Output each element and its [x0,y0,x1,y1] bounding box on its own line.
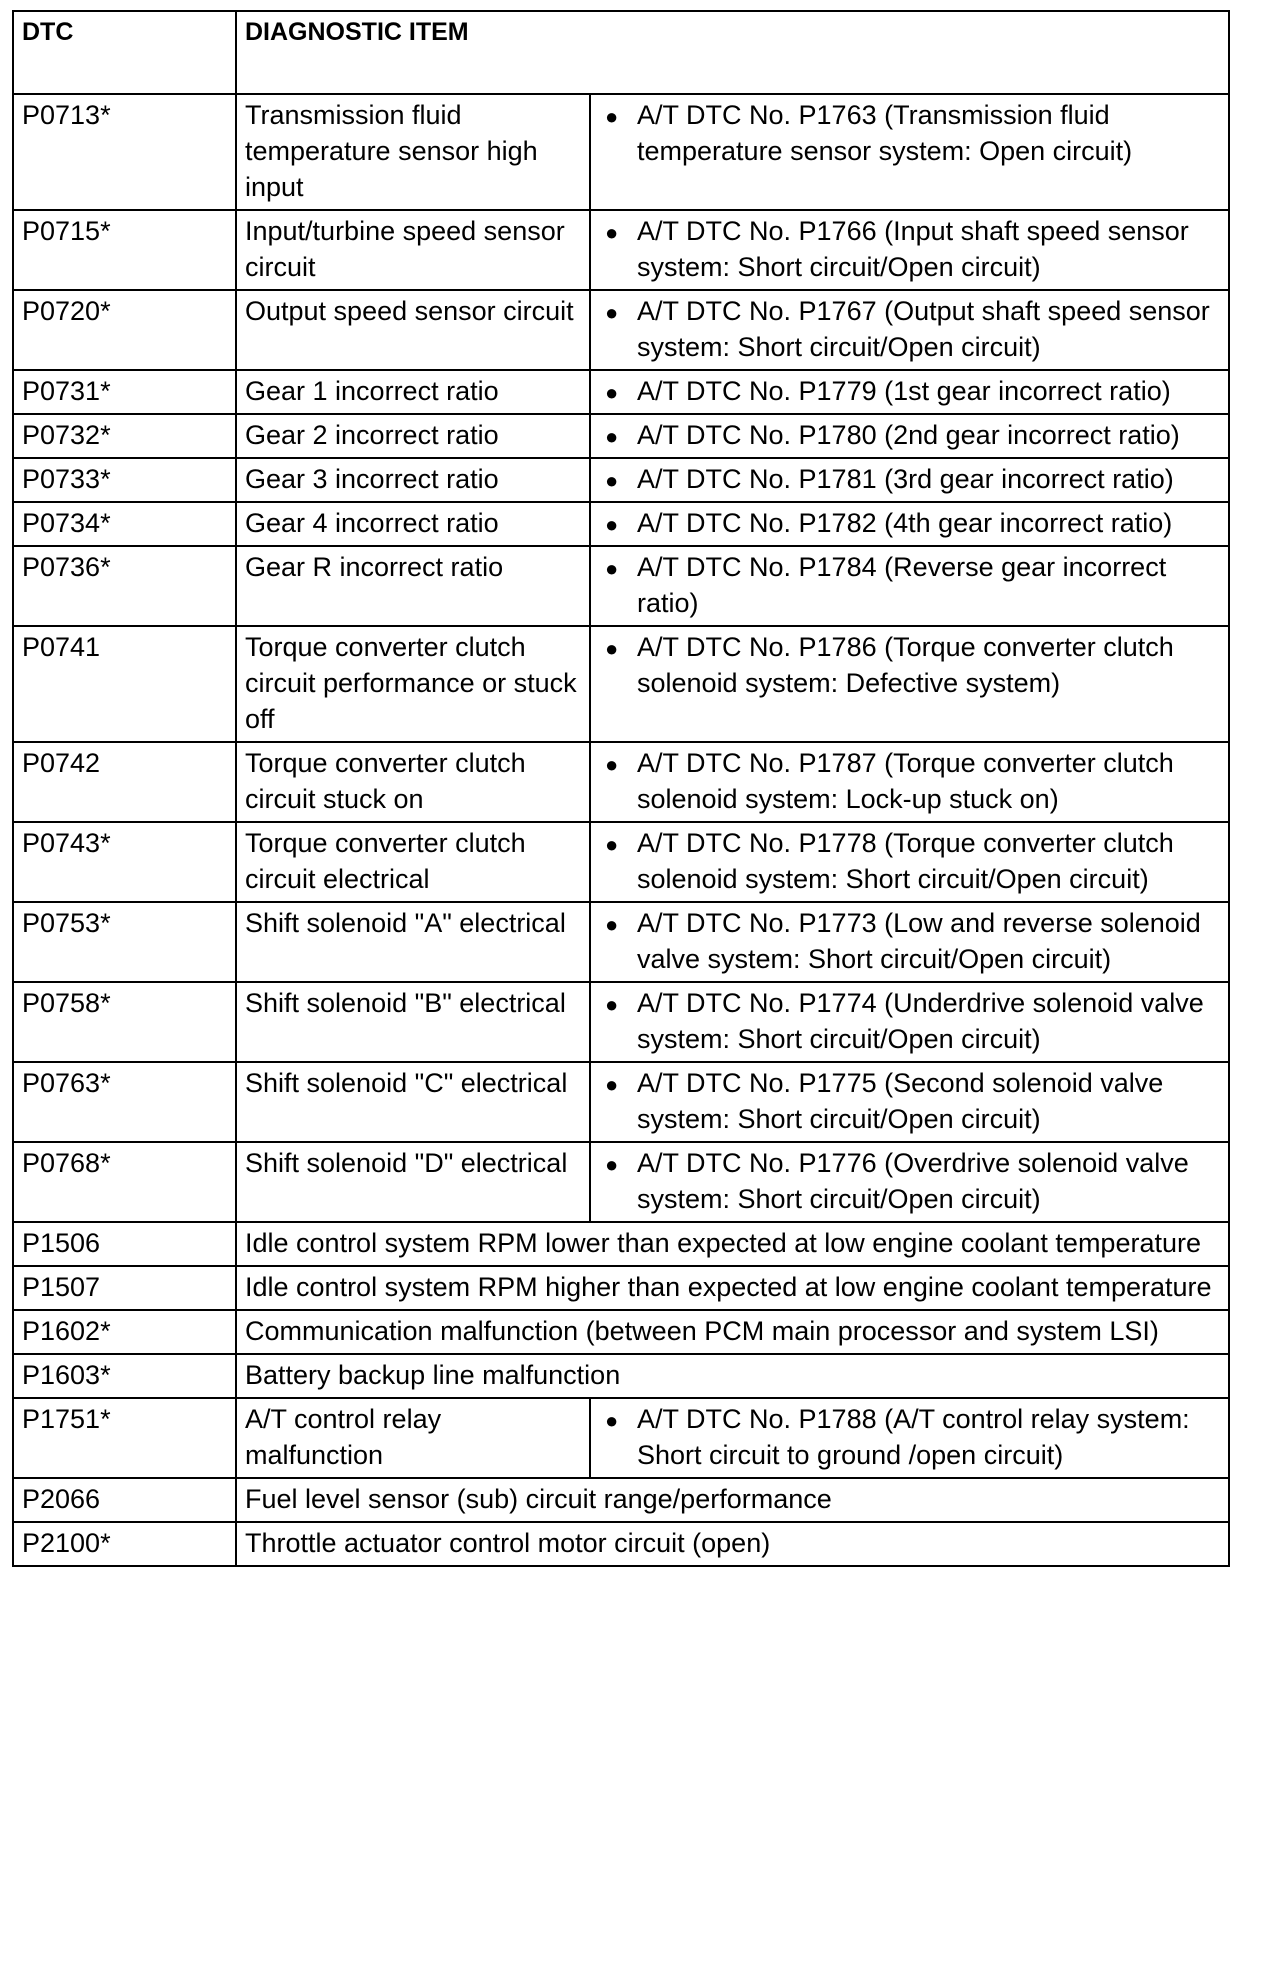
dtc-code: P0741 [13,626,236,742]
diagnostic-item: Battery backup line malfunction [236,1354,1229,1398]
table-row [13,370,1229,414]
table-body [13,94,1229,1566]
dtc-table [12,10,1230,1567]
diagnostic-item: Idle control system RPM higher than expected at low engine coolant temperature [236,1266,1229,1310]
diagnostic-item: Torque converter clutch circuit electrical [236,822,590,902]
at-dtc-detail [590,414,1229,458]
dtc-code: P0763* [13,1062,236,1142]
detail-text: A/T DTC No. P1778 (Torque converter clutch solenoid system: Short circuit/Open circuit) [637,828,1174,894]
at-dtc-detail [590,458,1229,502]
dtc-code: P0734* [13,502,236,546]
detail-text: A/T DTC No. P1775 (Second solenoid valve system: Short circuit/Open circuit) [637,1068,1164,1134]
table-row [13,1354,1229,1398]
dtc-code: P0733* [13,458,236,502]
at-dtc-detail [590,370,1229,414]
diagnostic-item: Communication malfunction (between PCM main processor and system LSI) [236,1310,1229,1354]
at-dtc-detail [590,982,1229,1062]
table-row [13,290,1229,370]
detail-text: A/T DTC No. P1782 (4th gear incorrect ratio) [637,508,1173,538]
bullet-icon: ● [605,752,619,777]
diagnostic-item: Gear R incorrect ratio [236,546,590,626]
detail-text: A/T DTC No. P1763 (Transmission fluid temperature sensor system: Open circuit) [637,100,1133,166]
table-row [13,1478,1229,1522]
dtc-code: P1751* [13,1398,236,1478]
at-dtc-detail [590,902,1229,982]
table-row [13,1522,1229,1566]
at-dtc-detail [590,822,1229,902]
header-dtc: DTC [13,11,236,94]
dtc-code: P0736* [13,546,236,626]
dtc-code: P0732* [13,414,236,458]
table-row [13,1222,1229,1266]
dtc-code: P2100* [13,1522,236,1566]
at-dtc-detail [590,210,1229,290]
detail-text: A/T DTC No. P1788 (A/T control relay system: Short circuit to ground /open circuit) [637,1404,1190,1470]
dtc-code: P2066 [13,1478,236,1522]
diagnostic-item: Gear 1 incorrect ratio [236,370,590,414]
table-row [13,502,1229,546]
bullet-icon: ● [605,220,619,245]
detail-text: A/T DTC No. P1780 (2nd gear incorrect ratio) [637,420,1180,450]
table-row [13,626,1229,742]
diagnostic-item: Gear 2 incorrect ratio [236,414,590,458]
table-row [13,822,1229,902]
detail-text: A/T DTC No. P1787 (Torque converter clutch solenoid system: Lock-up stuck on) [637,748,1174,814]
dtc-code: P1507 [13,1266,236,1310]
table-row [13,742,1229,822]
diagnostic-item: Torque converter clutch circuit stuck on [236,742,590,822]
diagnostic-item: Idle control system RPM lower than expected at low engine coolant temperature [236,1222,1229,1266]
bullet-icon: ● [605,992,619,1017]
table-row [13,1266,1229,1310]
at-dtc-detail [590,1062,1229,1142]
dtc-code: P0742 [13,742,236,822]
table-row [13,414,1229,458]
detail-text: A/T DTC No. P1784 (Reverse gear incorrect ratio) [637,552,1167,618]
detail-text: A/T DTC No. P1773 (Low and reverse solenoid valve system: Short circuit/Open circuit) [637,908,1201,974]
diagnostic-item: Shift solenoid "B" electrical [236,982,590,1062]
detail-text: A/T DTC No. P1786 (Torque converter clutch solenoid system: Defective system) [637,632,1174,698]
dtc-code: P0720* [13,290,236,370]
table-row [13,1398,1229,1478]
at-dtc-detail [590,626,1229,742]
diagnostic-item: Torque converter clutch circuit performance or stuck off [236,626,590,742]
table-row [13,546,1229,626]
detail-text: A/T DTC No. P1774 (Underdrive solenoid valve system: Short circuit/Open circuit) [637,988,1204,1054]
bullet-icon: ● [605,556,619,581]
header-row [13,11,1229,94]
dtc-code: P0758* [13,982,236,1062]
bullet-icon: ● [605,300,619,325]
header-diagnostic-item: DIAGNOSTIC ITEM [236,11,1229,94]
dtc-code: P1603* [13,1354,236,1398]
table-row [13,1062,1229,1142]
dtc-code: P1602* [13,1310,236,1354]
dtc-code: P0768* [13,1142,236,1222]
detail-text: A/T DTC No. P1781 (3rd gear incorrect ratio) [637,464,1174,494]
detail-text: A/T DTC No. P1766 (Input shaft speed sensor system: Short circuit/Open circuit) [637,216,1189,282]
table-row [13,210,1229,290]
table-row [13,94,1229,210]
diagnostic-item: A/T control relay malfunction [236,1398,590,1478]
table-row [13,1142,1229,1222]
detail-text: A/T DTC No. P1779 (1st gear incorrect ratio) [637,376,1171,406]
diagnostic-item: Gear 3 incorrect ratio [236,458,590,502]
dtc-code: P0713* [13,94,236,210]
diagnostic-item: Throttle actuator control motor circuit (open) [236,1522,1229,1566]
table-row [13,458,1229,502]
at-dtc-detail [590,546,1229,626]
diagnostic-item: Transmission fluid temperature sensor high input [236,94,590,210]
at-dtc-detail [590,1398,1229,1478]
bullet-icon: ● [605,1152,619,1177]
table-row [13,902,1229,982]
diagnostic-item: Shift solenoid "C" electrical [236,1062,590,1142]
dtc-code: P0731* [13,370,236,414]
at-dtc-detail [590,290,1229,370]
bullet-icon: ● [605,1072,619,1097]
at-dtc-detail [590,94,1229,210]
diagnostic-item: Shift solenoid "D" electrical [236,1142,590,1222]
diagnostic-item: Shift solenoid "A" electrical [236,902,590,982]
at-dtc-detail [590,742,1229,822]
table-row [13,1310,1229,1354]
bullet-icon: ● [605,912,619,937]
at-dtc-detail [590,1142,1229,1222]
dtc-code: P0743* [13,822,236,902]
dtc-code: P0715* [13,210,236,290]
bullet-icon: ● [605,512,619,537]
bullet-icon: ● [605,832,619,857]
bullet-icon: ● [605,380,619,405]
bullet-icon: ● [605,1408,619,1433]
diagnostic-item: Fuel level sensor (sub) circuit range/performance [236,1478,1229,1522]
detail-text: A/T DTC No. P1767 (Output shaft speed sensor system: Short circuit/Open circuit) [637,296,1210,362]
bullet-icon: ● [605,636,619,661]
bullet-icon: ● [605,468,619,493]
detail-text: A/T DTC No. P1776 (Overdrive solenoid valve system: Short circuit/Open circuit) [637,1148,1189,1214]
bullet-icon: ● [605,104,619,129]
diagnostic-item: Gear 4 incorrect ratio [236,502,590,546]
diagnostic-item: Output speed sensor circuit [236,290,590,370]
diagnostic-item: Input/turbine speed sensor circuit [236,210,590,290]
at-dtc-detail [590,502,1229,546]
table-row [13,982,1229,1062]
dtc-code: P0753* [13,902,236,982]
bullet-icon: ● [605,424,619,449]
dtc-code: P1506 [13,1222,236,1266]
